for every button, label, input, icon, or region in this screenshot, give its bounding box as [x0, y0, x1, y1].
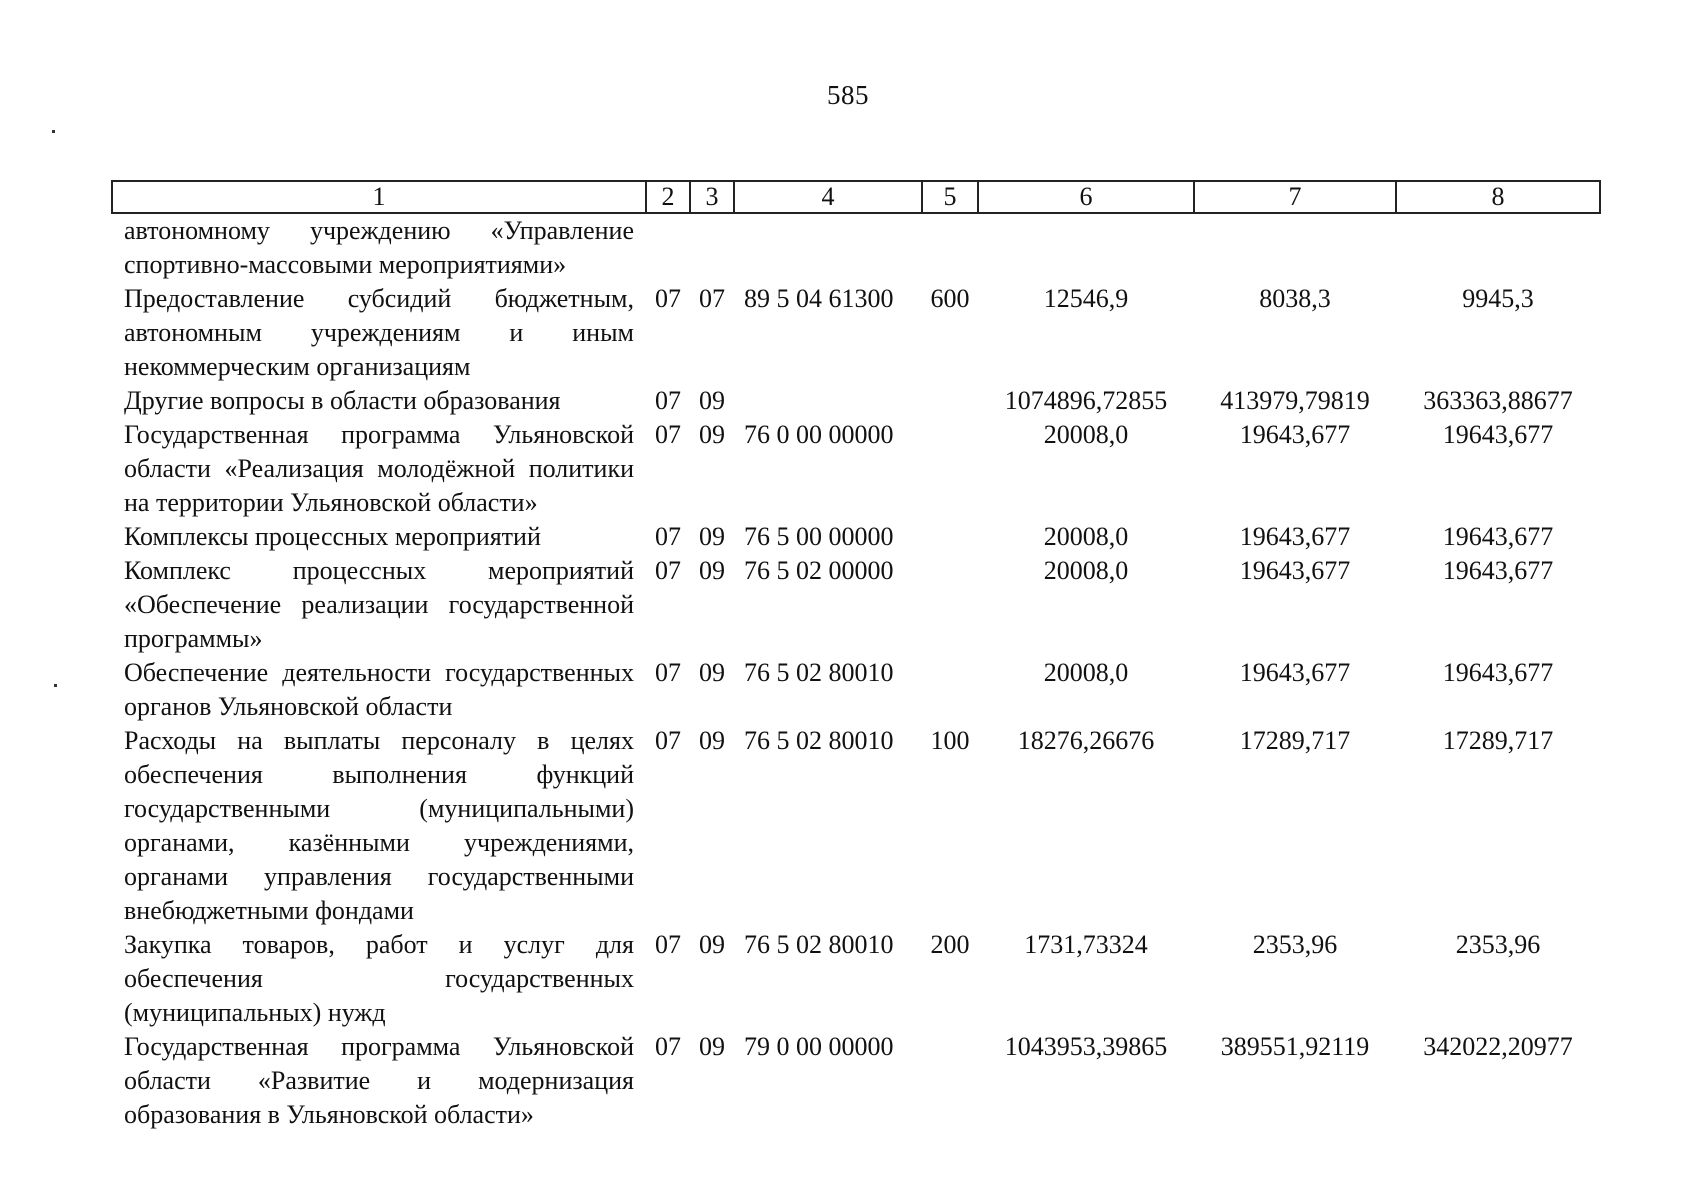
section-code-cell: 07 — [655, 284, 681, 313]
column-header-amount-1: 6 — [978, 181, 1194, 213]
section-code-cell: 07 — [655, 522, 681, 551]
amount-1-cell: 20008,0 — [1043, 522, 1129, 551]
amount-2-cell: 19643,677 — [1239, 522, 1351, 551]
subsection-code-cell: 09 — [699, 420, 725, 449]
table-row — [112, 1030, 1600, 1132]
column-header-amount-2: 7 — [1194, 181, 1396, 213]
table-body — [112, 213, 1600, 1132]
expense-name-cell: Обеспечение деятельности государственных органов Ульяновской области — [124, 658, 634, 721]
target-article-cell — [734, 384, 922, 418]
expense-name-cell: Комплекс процессных мероприятий «Обеспечение реализации государственной программы» — [124, 556, 634, 653]
amount-2-cell: 2353,96 — [1252, 930, 1338, 959]
target-article-cell: 76 5 02 80010 — [744, 658, 894, 687]
amount-1-cell: 12546,9 — [1043, 284, 1129, 313]
target-article-cell: 76 5 02 00000 — [744, 556, 894, 585]
scan-speck — [54, 684, 57, 687]
amount-3-cell: 19643,677 — [1442, 658, 1554, 687]
subsection-code-cell: 07 — [699, 284, 725, 313]
expense-type-cell — [922, 554, 978, 656]
amount-2-cell: 19643,677 — [1239, 556, 1351, 585]
amount-3-cell — [1396, 213, 1600, 282]
amount-3-cell: 19643,677 — [1442, 556, 1554, 585]
column-header-subsection: 3 — [690, 181, 734, 213]
section-code-cell — [646, 213, 690, 282]
subsection-code-cell: 09 — [699, 726, 725, 755]
expense-type-cell — [922, 656, 978, 724]
amount-1-cell: 18276,26676 — [1017, 726, 1155, 755]
expense-name-cell: Предоставление субсидий бюджетным, автономным учреждениям и иным некоммерческим организациям — [124, 284, 634, 381]
expense-type-cell — [922, 1030, 978, 1132]
subsection-code-cell: 09 — [699, 1032, 725, 1061]
column-header-section: 2 — [646, 181, 690, 213]
table-row — [112, 520, 1600, 554]
subsection-code-cell: 09 — [699, 386, 725, 415]
amount-3-cell: 342022,20977 — [1423, 1032, 1573, 1061]
expense-name-cell: Государственная программа Ульяновской области «Развитие и модернизация образования в Ульяновской области» — [124, 1032, 634, 1129]
table-row — [112, 724, 1600, 928]
amount-3-cell: 19643,677 — [1442, 420, 1554, 449]
amount-1-cell — [978, 213, 1194, 282]
target-article-cell: 79 0 00 00000 — [744, 1032, 894, 1061]
amount-3-cell: 19643,677 — [1442, 522, 1554, 551]
subsection-code-cell: 09 — [699, 930, 725, 959]
table-row — [112, 928, 1600, 1030]
section-code-cell: 07 — [655, 386, 681, 415]
amount-2-cell: 17289,717 — [1239, 726, 1351, 755]
amount-1-cell: 20008,0 — [1043, 556, 1129, 585]
expense-name-cell: Расходы на выплаты персоналу в целях обеспечения выполнения функций государственными (муниципальными) органами, казёнными учреждениями, органами управления государственными внебюджетными фондами — [124, 726, 634, 925]
amount-1-cell: 20008,0 — [1043, 658, 1129, 687]
section-code-cell: 07 — [655, 930, 681, 959]
target-article-cell: 89 5 04 61300 — [744, 284, 894, 313]
expense-name-cell: Государственная программа Ульяновской области «Реализация молодёжной политики на территории Ульяновской области» — [124, 420, 634, 517]
amount-2-cell: 19643,677 — [1239, 420, 1351, 449]
table-row — [112, 213, 1600, 282]
expense-type-cell — [922, 384, 978, 418]
table-header — [112, 181, 1600, 213]
expense-name-cell: Другие вопросы в области образования — [124, 386, 561, 415]
section-code-cell: 07 — [655, 726, 681, 755]
expense-name-cell: автономному учреждению «Управление спортивно-массовыми мероприятиями» — [124, 216, 634, 279]
table-row — [112, 282, 1600, 384]
amount-3-cell: 363363,88677 — [1423, 386, 1573, 415]
column-header-target-article: 4 — [734, 181, 922, 213]
amount-2-cell: 389551,92119 — [1220, 1032, 1370, 1061]
amount-2-cell: 19643,677 — [1239, 658, 1351, 687]
column-header-name: 1 — [112, 181, 646, 213]
page-number: 585 — [827, 80, 869, 110]
scan-speck — [52, 130, 55, 133]
header-row — [112, 181, 1600, 213]
target-article-cell: 76 5 02 80010 — [744, 726, 894, 755]
amount-1-cell: 20008,0 — [1043, 420, 1129, 449]
target-article-cell: 76 0 00 00000 — [744, 420, 894, 449]
amount-3-cell: 17289,717 — [1442, 726, 1554, 755]
target-article-cell — [734, 213, 922, 282]
subsection-code-cell: 09 — [699, 522, 725, 551]
section-code-cell: 07 — [655, 1032, 681, 1061]
expense-type-cell: 600 — [930, 284, 970, 313]
subsection-code-cell: 09 — [699, 658, 725, 687]
amount-2-cell: 413979,79819 — [1220, 386, 1370, 415]
section-code-cell: 07 — [655, 420, 681, 449]
amount-1-cell: 1731,73324 — [1024, 930, 1148, 959]
expense-name-cell: Закупка товаров, работ и услуг для обеспечения государственных (муниципальных) нужд — [124, 930, 634, 1027]
expense-type-cell — [922, 520, 978, 554]
amount-3-cell: 2353,96 — [1455, 930, 1541, 959]
table-row — [112, 384, 1600, 418]
column-header-expense-type: 5 — [922, 181, 978, 213]
amount-3-cell: 9945,3 — [1462, 284, 1534, 313]
amount-2-cell: 8038,3 — [1259, 284, 1331, 313]
table-row — [112, 656, 1600, 724]
section-code-cell: 07 — [655, 658, 681, 687]
amount-1-cell: 1043953,39865 — [1004, 1032, 1168, 1061]
table-row — [112, 554, 1600, 656]
expense-type-cell — [922, 213, 978, 282]
expense-type-cell: 100 — [930, 726, 970, 755]
section-code-cell: 07 — [655, 556, 681, 585]
subsection-code-cell — [690, 213, 734, 282]
budget-table — [111, 180, 1601, 1132]
column-header-amount-3: 8 — [1396, 181, 1600, 213]
expense-type-cell: 200 — [930, 930, 970, 959]
expense-type-cell — [922, 418, 978, 520]
amount-1-cell: 1074896,72855 — [1004, 386, 1168, 415]
subsection-code-cell: 09 — [699, 556, 725, 585]
amount-2-cell — [1194, 213, 1396, 282]
expense-name-cell: Комплексы процессных мероприятий — [124, 522, 541, 551]
target-article-cell: 76 5 02 80010 — [744, 930, 894, 959]
table-row — [112, 418, 1600, 520]
target-article-cell: 76 5 00 00000 — [744, 522, 894, 551]
